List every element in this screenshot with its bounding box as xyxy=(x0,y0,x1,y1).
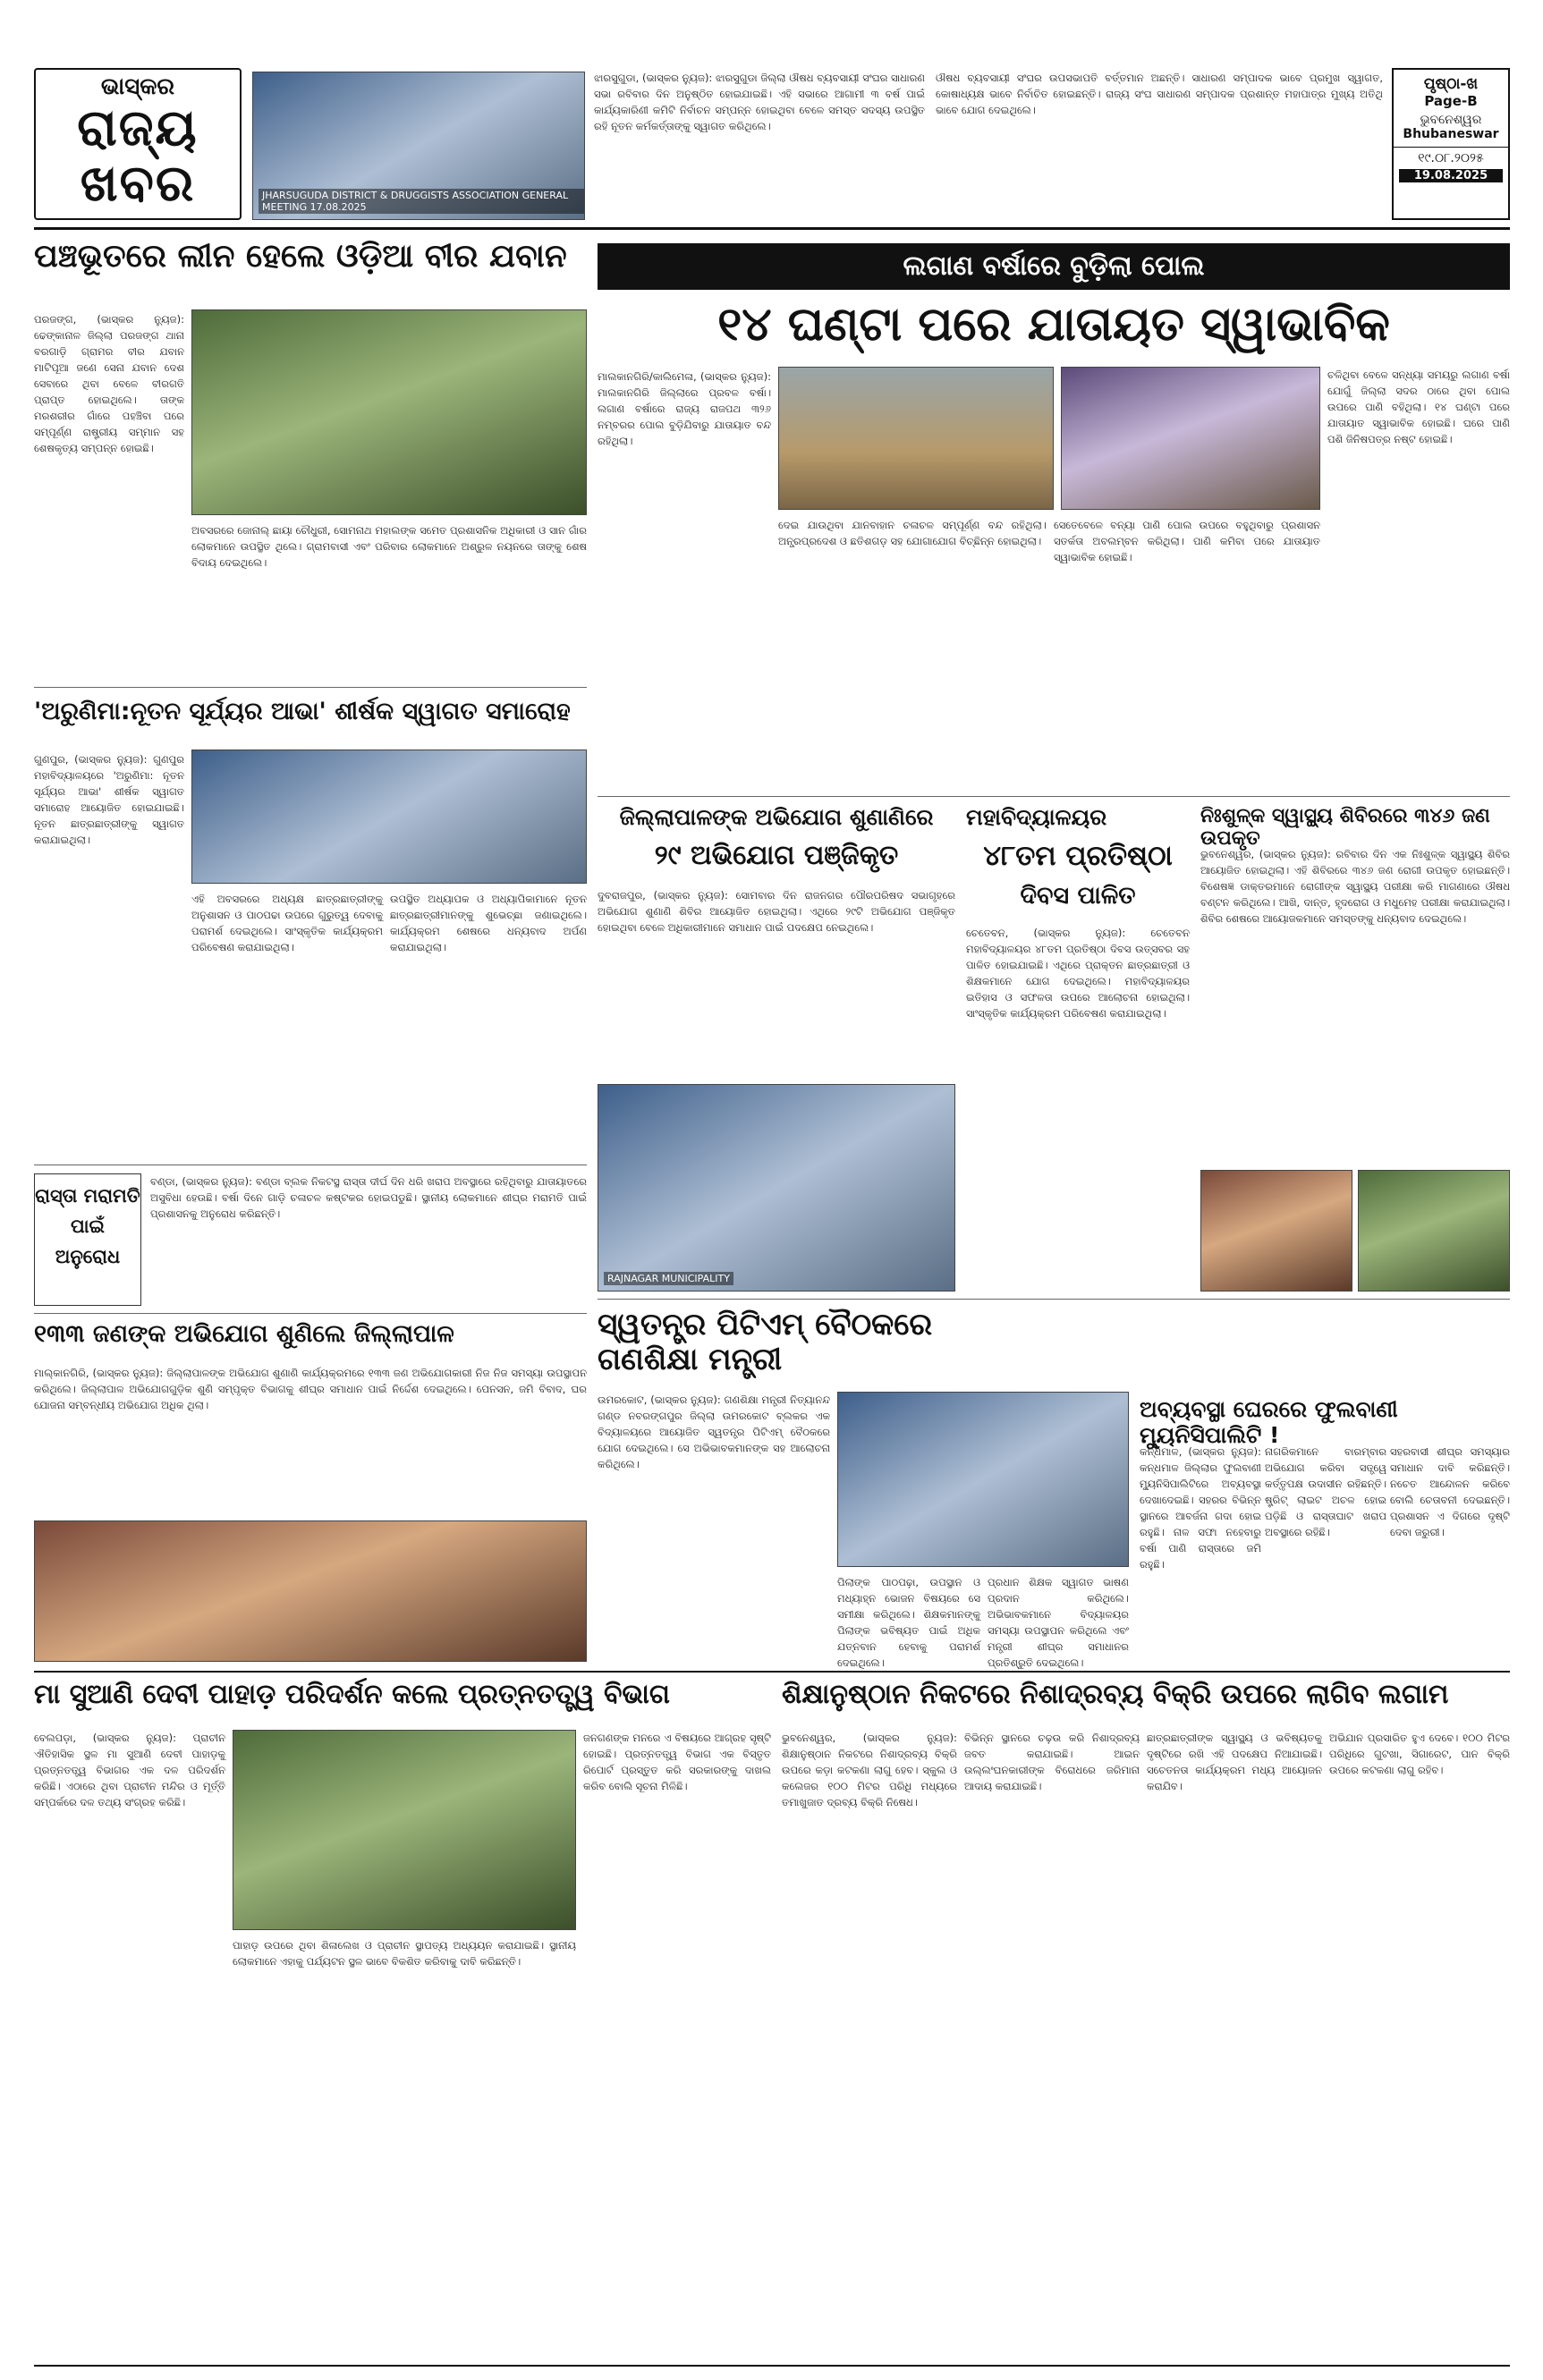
health-camp-photo-1 xyxy=(1200,1170,1352,1292)
masthead-logo xyxy=(34,68,242,220)
ptm-meeting-photo xyxy=(837,1392,1129,1567)
date-odia: ୧୯.୦୮.୨୦୨୫ xyxy=(1394,147,1508,165)
ptm-text-a: ଉମରକୋଟ, (ଭାସ୍କର ନ୍ୟୁଜ): ଗଣଶିକ୍ଷା ମନ୍ତ୍ରୀ ନିତ୍ୟାନନ୍ଦ ଗଣ୍ଡ ନବରଙ୍ଗପୁର ଜିଲ୍ଲା ଉମରକୋଟ ବ୍ଲକର ଏକ ବିଦ୍ୟାଳୟରେ ଆୟୋଜିତ ସ୍ୱତନ୍ତ୍ର ପିଟିଏମ୍ ବୈଠକରେ ଯୋଗ ଦେଇଥିଲେ। ସେ ଅଭିଭାବକମାନଙ୍କ ସହ ଆଲୋଚନା କରିଥିଲେ। xyxy=(598,1393,830,1470)
narcotics-text-c: ଛାତ୍ରଛାତ୍ରୀଙ୍କ ସ୍ୱାସ୍ଥ୍ୟ ଓ ଭବିଷ୍ୟତକୁ ଦୃଷ୍ଟିରେ ରଖି ଏହି ପଦକ୍ଷେପ ନିଆଯାଇଛି। ସଚେତନତା କାର୍ଯ୍ୟକ୍ରମ ମଧ୍ୟ ଆୟୋଜନ କରାଯିବ। xyxy=(1147,1732,1322,1792)
college-headline-1: ମହାବିଦ୍ୟାଳୟର xyxy=(966,804,1107,830)
flood-headline: ୧୪ ଘଣ୍ଟା ପରେ ଯାତାୟତ ସ୍ୱାଭାବିକ xyxy=(717,298,1390,351)
archaeology-text-c: ଜନଗଣଙ୍କ ମନରେ ଏ ବିଷୟରେ ଆଗ୍ରହ ସୃଷ୍ଟି ହୋଇଛି। ପ୍ରତ୍ନତତ୍ତ୍ୱ ବିଭାଗ ଏକ ବିସ୍ତୃତ ରିପୋର୍ଟ ପ୍ରସ୍ତୁତ କରି ସରକାରଙ୍କୁ ଦାଖଲ କରିବ ବୋଲି ସୂଚନା ମିଳିଛି। xyxy=(583,1732,771,1792)
flood-text-d: ଚଳିଥିବା ବେଳେ ସନ୍ଧ୍ୟା ସମୟରୁ ଲଗାଣ ବର୍ଷା ଯୋଗୁଁ ଜିଲ୍ଲା ସଦର ଠାରେ ଥିବା ପୋଲ ଉପରେ ପାଣି ବହିଥିଲା। ୧୪ ଘଣ୍ଟା ପରେ ଯାତାୟାତ ସ୍ୱାଭାବିକ ହୋଇଛି। ଘରେ ପାଣି ପଶି ଜିନିଷପତ୍ର ନଷ୍ଟ ହୋଇଛି। xyxy=(1327,368,1510,445)
municipality-text-c: ସହରବାସୀ ଶୀଘ୍ର ସମସ୍ୟାର ସମାଧାନ ଦାବି କରିଛନ୍ତି। ନଚେତ ଆନ୍ଦୋଳନ କରିବେ ବୋଲି ଚେତାବନୀ ଦେଇଛନ୍ତି। ପ୍ରଶାସନ ଏ ଦିଗରେ ଦୃଷ୍ଟି ଦେବା ଜରୁରୀ। xyxy=(1390,1445,1510,1538)
welcome-ceremony-photo xyxy=(191,750,587,884)
story-welcome-headline: 'ଅରୁଣିମା:ନୂତନ ସୂର୍ଯ୍ୟର ଆଭା' ଶୀର୍ଷକ ସ୍ୱାଗତ ସମାରୋହ xyxy=(34,698,571,725)
soldier-funeral-photo xyxy=(191,309,587,515)
top-story-text-b: ଔଷଧ ବ୍ୟବସାୟୀ ସଂଘର ଉପସଭାପତି ବର୍ତ୍ତମାନ ଅଛନ୍ତି। ସାଧାରଣ ସମ୍ପାଦକ ଭାବେ ପ୍ରମୁଖ ସ୍ୱାଗତ, କୋଷାଧ୍ୟକ୍ଷ ଭାବେ ନିର୍ବାଚିତ ହୋଇଛନ୍ତି। ରାଜ୍ୟ ସଂଘ ସାଧାରଣ ସମ୍ପାଦକ ପ୍ରଶାନ୍ତ ମହାପାତ୍ର ମୁଖ୍ୟ ଅତିଥି ଭାବେ ଯୋଗ ଦେଇଥିଲେ। xyxy=(936,72,1383,116)
health-camp-photo-2 xyxy=(1358,1170,1510,1292)
top-photo-caption: JHARSUGUDA DISTRICT & DRUGGISTS ASSOCIATION GENERAL MEETING 17.08.2025 xyxy=(259,189,584,214)
ptm-headline: ସ୍ୱତନ୍ତ୍ର ପିଟିଏମ୍ ବୈଠକରେ ଗଣଶିକ୍ଷା ମନ୍ତ୍ରୀ xyxy=(598,1307,933,1378)
college-text: ଚେତେବନ, (ଭାସ୍କର ନ୍ୟୁଜ): ଚେତେବନ ମହାବିଦ୍ୟାଳୟର ୪୮ତମ ପ୍ରତିଷ୍ଠା ଦିବସ ଉତ୍ସବର ସହ ପାଳିତ ହୋଇଯାଇଛି। ଏଥିରେ ପ୍ରାକ୍ତନ ଛାତ୍ରଛାତ୍ରୀ ଓ ଶିକ୍ଷକମାନେ ଯୋଗ ଦେଇଥିଲେ। ମହାବିଦ୍ୟାଳୟର ଇତିହାସ ଓ ସଫଳତା ଉପରେ ଆଲୋଚନା ହୋଇଥିଲା। ସାଂସ୍କୃତିକ କାର୍ଯ୍ୟକ୍ରମ ପରିବେଷଣ କରାଯାଇଥିଲା। xyxy=(966,927,1190,1020)
health-camp-headline: ନିଃଶୁଳ୍କ ସ୍ୱାସ୍ଥ୍ୟ ଶିବିରରେ ୩୪୬ ଜଣ ଉପକୃତ xyxy=(1200,805,1490,851)
ptm-text-c: ପ୍ରଧାନ ଶିକ୍ଷକ ସ୍ୱାଗତ ଭାଷଣ ପ୍ରଦାନ କରିଥିଲେ। ଅଭିଭାବକମାନେ ବିଦ୍ୟାଳୟର ସମସ୍ୟା ଉପସ୍ଥାପନ କରିଥିଲେ ଏବଂ ମନ୍ତ୍ରୀ ଶୀଘ୍ର ସମାଧାନର ପ୍ରତିଶ୍ରୁତି ଦେଇଥିଲେ। xyxy=(988,1576,1129,1669)
divider xyxy=(34,687,587,688)
narcotics-text-a: ଭୁବନେଶ୍ୱର, (ଭାସ୍କର ନ୍ୟୁଜ): ଶିକ୍ଷାନୁଷ୍ଠାନ ନିକଟରେ ନିଶାଦ୍ରବ୍ୟ ବିକ୍ରି ଉପରେ କଡ଼ା କଟକଣା ଲାଗୁ ହେବ। ସ୍କୁଲ ଓ କଲେଜର ୧୦୦ ମିଟର ପରିଧି ମଧ୍ୟରେ ତମାଖୁଜାତ ଦ୍ରବ୍ୟ ବିକ୍ରି ନିଷେଧ। xyxy=(782,1732,957,1808)
date-en: 19.08.2025 xyxy=(1399,169,1503,182)
page-label-odia: ପୃଷ୍ଠା-ଖ xyxy=(1423,75,1479,93)
municipality-text-a: କନ୍ଧମାଳ, (ଭାସ୍କର ନ୍ୟୁଜ): କନ୍ଧମାଳ ଜିଲ୍ଲାର ଫୁଲବାଣୀ ମ୍ୟୁନିସିପାଲିଟିରେ ଅବ୍ୟବସ୍ଥା ଦେଖାଦେଇଛି। ସହରର ବିଭିନ୍ନ ସ୍ଥାନରେ ଆବର୍ଜନା ଗଦା ହୋଇ ରହୁଛି। ନାଳ ସଫା ନହେବାରୁ ବର୍ଷା ପାଣି ରାସ୍ତାରେ ଜମି ରହୁଛି। xyxy=(1140,1445,1261,1571)
narcotics-text-d: ଅଭିଯାନ ପ୍ରସାରିତ ହୁଏ ଦେବେ। ୧୦୦ ମିଟର ପରିଧିରେ ଗୁଟଖା, ସିଗାରେଟ, ପାନ ବିକ୍ରି ଉପରେ କଟକଣା ଲାଗୁ ରହିବ। xyxy=(1329,1732,1510,1776)
story-collector-headline: ୧୩୩ ଜଣଙ୍କ ଅଭିଯୋଗ ଶୁଣିଲେ ଜିଲ୍ଲାପାଳ xyxy=(34,1320,454,1348)
road-repair-headline-3: ଅନୁରୋଧ xyxy=(55,1246,121,1268)
road-repair-text: ବଣ୍ଡା, (ଭାସ୍କର ନ୍ୟୁଜ): ବଣ୍ଡା ବ୍ଲକ ନିକଟସ୍ଥ ରାସ୍ତା ଦୀର୍ଘ ଦିନ ଧରି ଖରାପ ଅବସ୍ଥାରେ ରହିଥିବାରୁ ଯାତାୟାତରେ ଅସୁବିଧା ହେଉଛି। ବର୍ଷା ଦିନେ ଗାଡ଼ି ଚଳାଚଳ କଷ୍ଟକର ହୋଇପଡୁଛି। ସ୍ଥାନୀୟ ଲୋକମାନେ ଶୀଘ୍ର ମରାମତି ପାଇଁ ପ୍ରଶାସନକୁ ଅନୁରୋଧ କରିଛନ୍ତି। xyxy=(150,1175,587,1220)
page-label-en: Page-B xyxy=(1424,93,1478,109)
story-soldier-text-b: ଅବସରରେ ଜୋନାଲ୍ ଛାୟା ଚୌଧୁରୀ, ସୋମନାଥ ମହାଲଙ୍କ ସମେତ ପ୍ରଶାସନିକ ଅଧିକାରୀ ଓ ସାନ ଗାଁର ଲୋକମାନେ ଉପସ୍ଥିତ ଥିଲେ। ଗ୍ରାମବାସୀ ଏବଂ ପରିବାର ଲୋକମାନେ ଅଶ୍ରୁଳ ନୟନରେ ତାଙ୍କୁ ଶେଷ ବିଦାୟ ଦେଇଥିଲେ। xyxy=(191,524,587,569)
divider xyxy=(34,1313,587,1314)
story-soldier-headline: ପଞ୍ଚଭୂତରେ ଲୀନ ହେଲେ ଓଡ଼ିଆ ବୀର ଯବାନ xyxy=(34,238,567,275)
flood-kicker-banner: ଲଗାଣ ବର୍ଷାରେ ବୁଡ଼ିଲା ପୋଲ xyxy=(598,243,1510,290)
road-repair-headline-box xyxy=(34,1173,141,1306)
grievance-headline-1: ଜିଲ୍ଲାପାଳଙ୍କ ଅଭିଯୋଗ ଶୁଣାଣିରେ xyxy=(619,804,934,830)
grievance-text: ଦୁବରାଜପୁର, (ଭାସ୍କର ନ୍ୟୁଜ): ସୋମବାର ଦିନ ରାଜନଗର ପୌରପରିଷଦ ସଭାଗୃହରେ ଅଭିଯୋଗ ଶୁଣାଣି ଶିବିର ଆୟୋଜିତ ହୋଇଥିଲା। ଏଥିରେ ୨୯ଟି ଅଭିଯୋଗ ପଞ୍ଜିକୃତ ହୋଇଥିବା ବେଳେ ଅଧିକାରୀମାନେ ସମାଧାନ ପାଇଁ ପଦକ୍ଷେପ ନେଇଥିଲେ। xyxy=(598,889,955,934)
top-meeting-photo xyxy=(252,72,585,220)
grievance-headline-2: ୨୯ ଅଭିଯୋଗ ପଞ୍ଜିକୃତ xyxy=(654,840,899,871)
narcotics-text-b: ବିଭିନ୍ନ ସ୍ଥାନରେ ଚଢ଼ଉ କରି ନିଶାଦ୍ରବ୍ୟ ଜବତ କରାଯାଇଛି। ଆଇନ ଉଲ୍ଲଂଘନକାରୀଙ୍କ ବିରୋଧରେ ଜରିମାନା ଆଦାୟ କରାଯାଇଛି। xyxy=(964,1732,1140,1792)
grievance-photo xyxy=(598,1084,955,1292)
story-welcome-text-b: ଏହି ଅବସରରେ ଅଧ୍ୟକ୍ଷ ଛାତ୍ରଛାତ୍ରୀଙ୍କୁ ଅନୁଶାସନ ଓ ପାଠପଢା ଉପରେ ଗୁରୁତ୍ୱ ଦେବାକୁ ପରାମର୍ଶ ଦେଇଥିଲେ। ସାଂସ୍କୃତିକ କାର୍ଯ୍ୟକ୍ରମ ପରିବେଷଣ କରାଯାଇଥିଲା। xyxy=(191,893,383,953)
masthead-brand: ଭାସ୍କର xyxy=(100,73,175,100)
grievance-photo-caption: RAJNAGAR MUNICIPALITY xyxy=(604,1272,733,1285)
bottom-rule xyxy=(34,2365,1510,2367)
college-headline-3: ଦିବସ ପାଳିତ xyxy=(1020,882,1136,910)
divider xyxy=(598,1299,1510,1300)
flood-text-b: ଦେଇ ଯାଉଥିବା ଯାନବାହାନ ଚଳାଚଳ ସମ୍ପୂର୍ଣ୍ଣ ବନ୍ଦ ରହିଥିଲା। ଅନ୍ଧ୍ରପ୍ରଦେଶ ଓ ଛତିଶଗଡ଼ ସହ ଯୋଗାଯୋଗ ବିଚ୍ଛିନ୍ନ ହୋଇଥିଲା। xyxy=(778,519,1047,547)
story-welcome-text-a: ଗୁଣପୁର, (ଭାସ୍କର ନ୍ୟୁଜ): ଗୁଣପୁର ମହାବିଦ୍ୟାଳୟରେ 'ଅରୁଣିମା: ନୂତନ ସୂର୍ଯ୍ୟର ଆଭା' ଶୀର୍ଷକ ସ୍ୱାଗତ ସମାରୋହ ଆୟୋଜିତ ହୋଇଯାଇଛି। ନୂତନ ଛାତ୍ରଛାତ୍ରୀଙ୍କୁ ସ୍ୱାଗତ କରାଯାଇଥିଲା। xyxy=(34,753,184,846)
masthead-rule xyxy=(34,227,1510,230)
story-soldier-text-a: ପରଜଙ୍ଗ, (ଭାସ୍କର ନ୍ୟୁଜ): ଢେଙ୍କାନାଳ ଜିଲ୍ଲା ପରଜଙ୍ଗ ଥାନା ବରଗାଡ଼ି ଗ୍ରାମର ବୀର ଯବାନ ମାଟିପୂଆ ଜଣେ ସେନା ଯବାନ ଦେଶ ସେବାରେ ଥିବା ବେଳେ ବୀରଗତି ପ୍ରାପ୍ତ ହୋଇଥିଲେ। ତାଙ୍କ ମରଶରୀର ଗାଁରେ ପହଞ୍ଚିବା ପରେ ସମ୍ପୂର୍ଣ୍ଣ ରାଷ୍ଟ୍ରୀୟ ସମ୍ମାନ ସହ ଶେଷକୃତ୍ୟ ସମ୍ପନ୍ନ ହୋଇଛି। xyxy=(34,313,184,454)
flood-text-a: ମାଲକାନଗିରି/କାଲିମେଳା, (ଭାସ୍କର ନ୍ୟୁଜ): ମାଲକାନଗିରି ଜିଲ୍ଲାରେ ପ୍ରବଳ ବର୍ଷା। ଲଗାଣ ବର୍ଷାରେ ରାଜ୍ୟ ରାଜପଥ ୩୨୬ ନମ୍ବରର ପୋଲ ବୁଡ଼ିଯିବାରୁ ଯାତାୟାତ ବନ୍ଦ ରହିଥିଲା। xyxy=(598,370,771,447)
divider xyxy=(598,796,1510,797)
narcotics-headline: ଶିକ୍ଷାନୁଷ୍ଠାନ ନିକଟରେ ନିଶାଦ୍ରବ୍ୟ ବିକ୍ରି ଉପରେ ଲାଗିବ ଲଗାମ xyxy=(782,1679,1449,1710)
masthead-title-line2: ଖବର xyxy=(80,155,196,213)
municipality-text-b: ନାଗରିକମାନେ ବାରମ୍ବାର ଅଭିଯୋଗ କରିବା ସତ୍ତ୍ୱେ କର୍ତ୍ତୃପକ୍ଷ ଉଦାସୀନ ରହିଛନ୍ତି। ଷ୍ଟ୍ରିଟ୍ ଲାଇଟ ଅଚଳ ହୋଇ ପଡ଼ିଛି ଓ ରାସ୍ତାଘାଟ ଖରାପ ଅବସ୍ଥାରେ ରହିଛି। xyxy=(1265,1445,1386,1538)
health-camp-text: ଭୁବନେଶ୍ୱର, (ଭାସ୍କର ନ୍ୟୁଜ): ରବିବାର ଦିନ ଏକ ନିଃଶୁଳ୍କ ସ୍ୱାସ୍ଥ୍ୟ ଶିବିର ଆୟୋଜିତ ହୋଇଥିଲା। ଏହି ଶିବିରରେ ୩୪୬ ଜଣ ରୋଗୀ ଉପକୃତ ହୋଇଛନ୍ତି। ବିଶେଷଜ୍ଞ ଡାକ୍ତରମାନେ ରୋଗୀଙ୍କ ସ୍ୱାସ୍ଥ୍ୟ ପରୀକ୍ଷା କରି ମାଗଣାରେ ଔଷଧ ବଣ୍ଟନ କରିଥିଲେ। ଆଖି, ଦାନ୍ତ, ହୃଦରୋଗ ଓ ମଧୁମେହ ପରୀକ୍ଷା କରାଯାଇଥିଲା। ଶିବିର ଶେଷରେ ଆୟୋଜକମାନେ ସମସ୍ତଙ୍କୁ ଧନ୍ୟବାଦ ଦେଇଥିଲେ। xyxy=(1200,848,1510,925)
municipality-headline: ଅବ୍ୟବସ୍ଥା ଘେରରେ ଫୁଲବାଣୀ ମ୍ୟୁନିସିପାଲିଟି ! xyxy=(1140,1396,1398,1448)
collector-hearing-photo xyxy=(34,1520,587,1662)
archaeology-text-b: ପାହାଡ଼ ଉପରେ ଥିବା ଶିଳାଲେଖ ଓ ପ୍ରାଚୀନ ସ୍ଥାପତ୍ୟ ଅଧ୍ୟୟନ କରାଯାଇଛି। ସ୍ଥାନୀୟ ଲୋକମାନେ ଏହାକୁ ପର୍ଯ୍ୟଟନ ସ୍ଥଳ ଭାବେ ବିକଶିତ କରିବାକୁ ଦାବି କରିଛନ୍ତି। xyxy=(233,1939,576,1968)
archaeology-site-photo xyxy=(233,1730,576,1930)
story-welcome-text-c: ଉପସ୍ଥିତ ଅଧ୍ୟାପକ ଓ ଅଧ୍ୟାପିକାମାନେ ନୂତନ ଛାତ୍ରଛାତ୍ରୀମାନଙ୍କୁ ଶୁଭେଚ୍ଛା ଜଣାଇଥିଲେ। କାର୍ଯ୍ୟକ୍ରମ ଶେଷରେ ଧନ୍ୟବାଦ ଅର୍ପଣ କରାଯାଇଥିଲା। xyxy=(390,893,587,953)
city-odia: ଭୁବନେଶ୍ୱର xyxy=(1420,113,1482,127)
road-repair-headline-1: ରାସ୍ତା ମରାମତି xyxy=(35,1185,140,1207)
ptm-text-b: ପିଲାଙ୍କ ପାଠପଢ଼ା, ଉପସ୍ଥାନ ଓ ମଧ୍ୟାହ୍ନ ଭୋଜନ ବିଷୟରେ ସେ ସମୀକ୍ଷା କରିଥିଲେ। ଶିକ୍ଷକମାନଙ୍କୁ ପିଲାଙ୍କ ଭବିଷ୍ୟତ ପାଇଁ ଅଧିକ ଯତ୍ନବାନ ହେବାକୁ ପରାମର୍ଶ ଦେଇଥିଲେ। xyxy=(837,1576,980,1669)
archaeology-text-a: ବେଲପଡ଼ା, (ଭାସ୍କର ନ୍ୟୁଜ): ପ୍ରାଚୀନ ଐତିହାସିକ ସ୍ଥଳ ମା ସୁଆଣି ଦେବୀ ପାହାଡ଼କୁ ପ୍ରତ୍ନତତ୍ତ୍ୱ ବିଭାଗର ଏକ ଦଳ ପରିଦର୍ଶନ କରିଛି। ଏଠାରେ ଥିବା ପ୍ରାଚୀନ ମନ୍ଦିର ଓ ମୂର୍ତ୍ତି ସମ୍ପର୍କରେ ଦଳ ତଥ୍ୟ ସଂଗ୍ରହ କରିଛି। xyxy=(34,1732,225,1808)
story-collector-text: ମାଲ୍କାନଗିରି, (ଭାସ୍କର ନ୍ୟୁଜ): ଜିଲ୍ଲାପାଳଙ୍କ ଅଭିଯୋଗ ଶୁଣାଣି କାର୍ଯ୍ୟକ୍ରମରେ ୧୩୩ ଜଣ ଅଭିଯୋଗକାରୀ ନିଜ ନିଜ ସମସ୍ୟା ଉପସ୍ଥାପନ କରିଥିଲେ। ଜିଲ୍ଲାପାଳ ଅଭିଯୋଗଗୁଡ଼ିକ ଶୁଣି ସମ୍ପୃକ୍ତ ବିଭାଗକୁ ଶୀଘ୍ର ସମାଧାନ ପାଇଁ ନିର୍ଦ୍ଦେଶ ଦେଇଥିଲେ। ପେନସନ, ଜମି ବିବାଦ, ଘର ଯୋଜନା ସମ୍ବନ୍ଧୀୟ ଅଭିଯୋଗ ଅଧିକ ଥିଲା। xyxy=(34,1367,587,1411)
archaeology-headline: ମା ସୁଆଣି ଦେବୀ ପାହାଡ଼ ପରିଦର୍ଶନ କଲେ ପ୍ରତ୍ନତତ୍ତ୍ୱ ବିଭାଗ xyxy=(34,1679,670,1710)
college-headline-2: ୪୮ତମ ପ୍ରତିଷ୍ଠା xyxy=(983,840,1173,872)
top-story-text-a: ଝାରସୁଗୁଡା, (ଭାସ୍କର ନ୍ୟୁଜ): ଝାରସୁଗୁଡା ଜିଲ୍ଲା ଔଷଧ ବ୍ୟବସାୟୀ ସଂଘର ସାଧାରଣ ସଭା ରବିବାର ଦିନ ଅନୁଷ୍ଠିତ ହୋଇଯାଇଛି। ଏହି ସଭାରେ ଆଗାମୀ ୩ ବର୍ଷ ପାଇଁ କାର୍ଯ୍ୟକାରିଣୀ କମିଟି ନିର୍ବାଚନ ସମ୍ପନ୍ନ ହୋଇଥିବା ବେଳେ ସମସ୍ତ ସଦସ୍ୟ ଉପସ୍ଥିତ ରହି ନୂତନ କର୍ମକର୍ତ୍ତାଙ୍କୁ ସ୍ୱାଗତ କରିଥିଲେ। xyxy=(594,72,925,132)
masthead-title-line1: ରାଜ୍ୟ xyxy=(77,99,199,157)
flooded-bridge-photo xyxy=(778,367,1054,510)
divider xyxy=(34,1671,1510,1673)
road-repair-headline-2: ପାଇଁ xyxy=(71,1215,105,1238)
flood-text-c: ସେତେବେଳେ ବନ୍ୟା ପାଣି ପୋଲ ଉପରେ ବହୁଥିବାରୁ ପ୍ରଶାସନ ସତର୍କତା ଅବଲମ୍ବନ କରିଥିଲା। ପାଣି କମିବା ପରେ ଯାତାୟାତ ସ୍ୱାଭାବିକ ହୋଇଛି। xyxy=(1054,519,1320,563)
city-en: Bhubaneswar xyxy=(1403,127,1499,141)
flooded-shop-photo xyxy=(1061,367,1320,510)
page-info-box xyxy=(1392,68,1510,220)
